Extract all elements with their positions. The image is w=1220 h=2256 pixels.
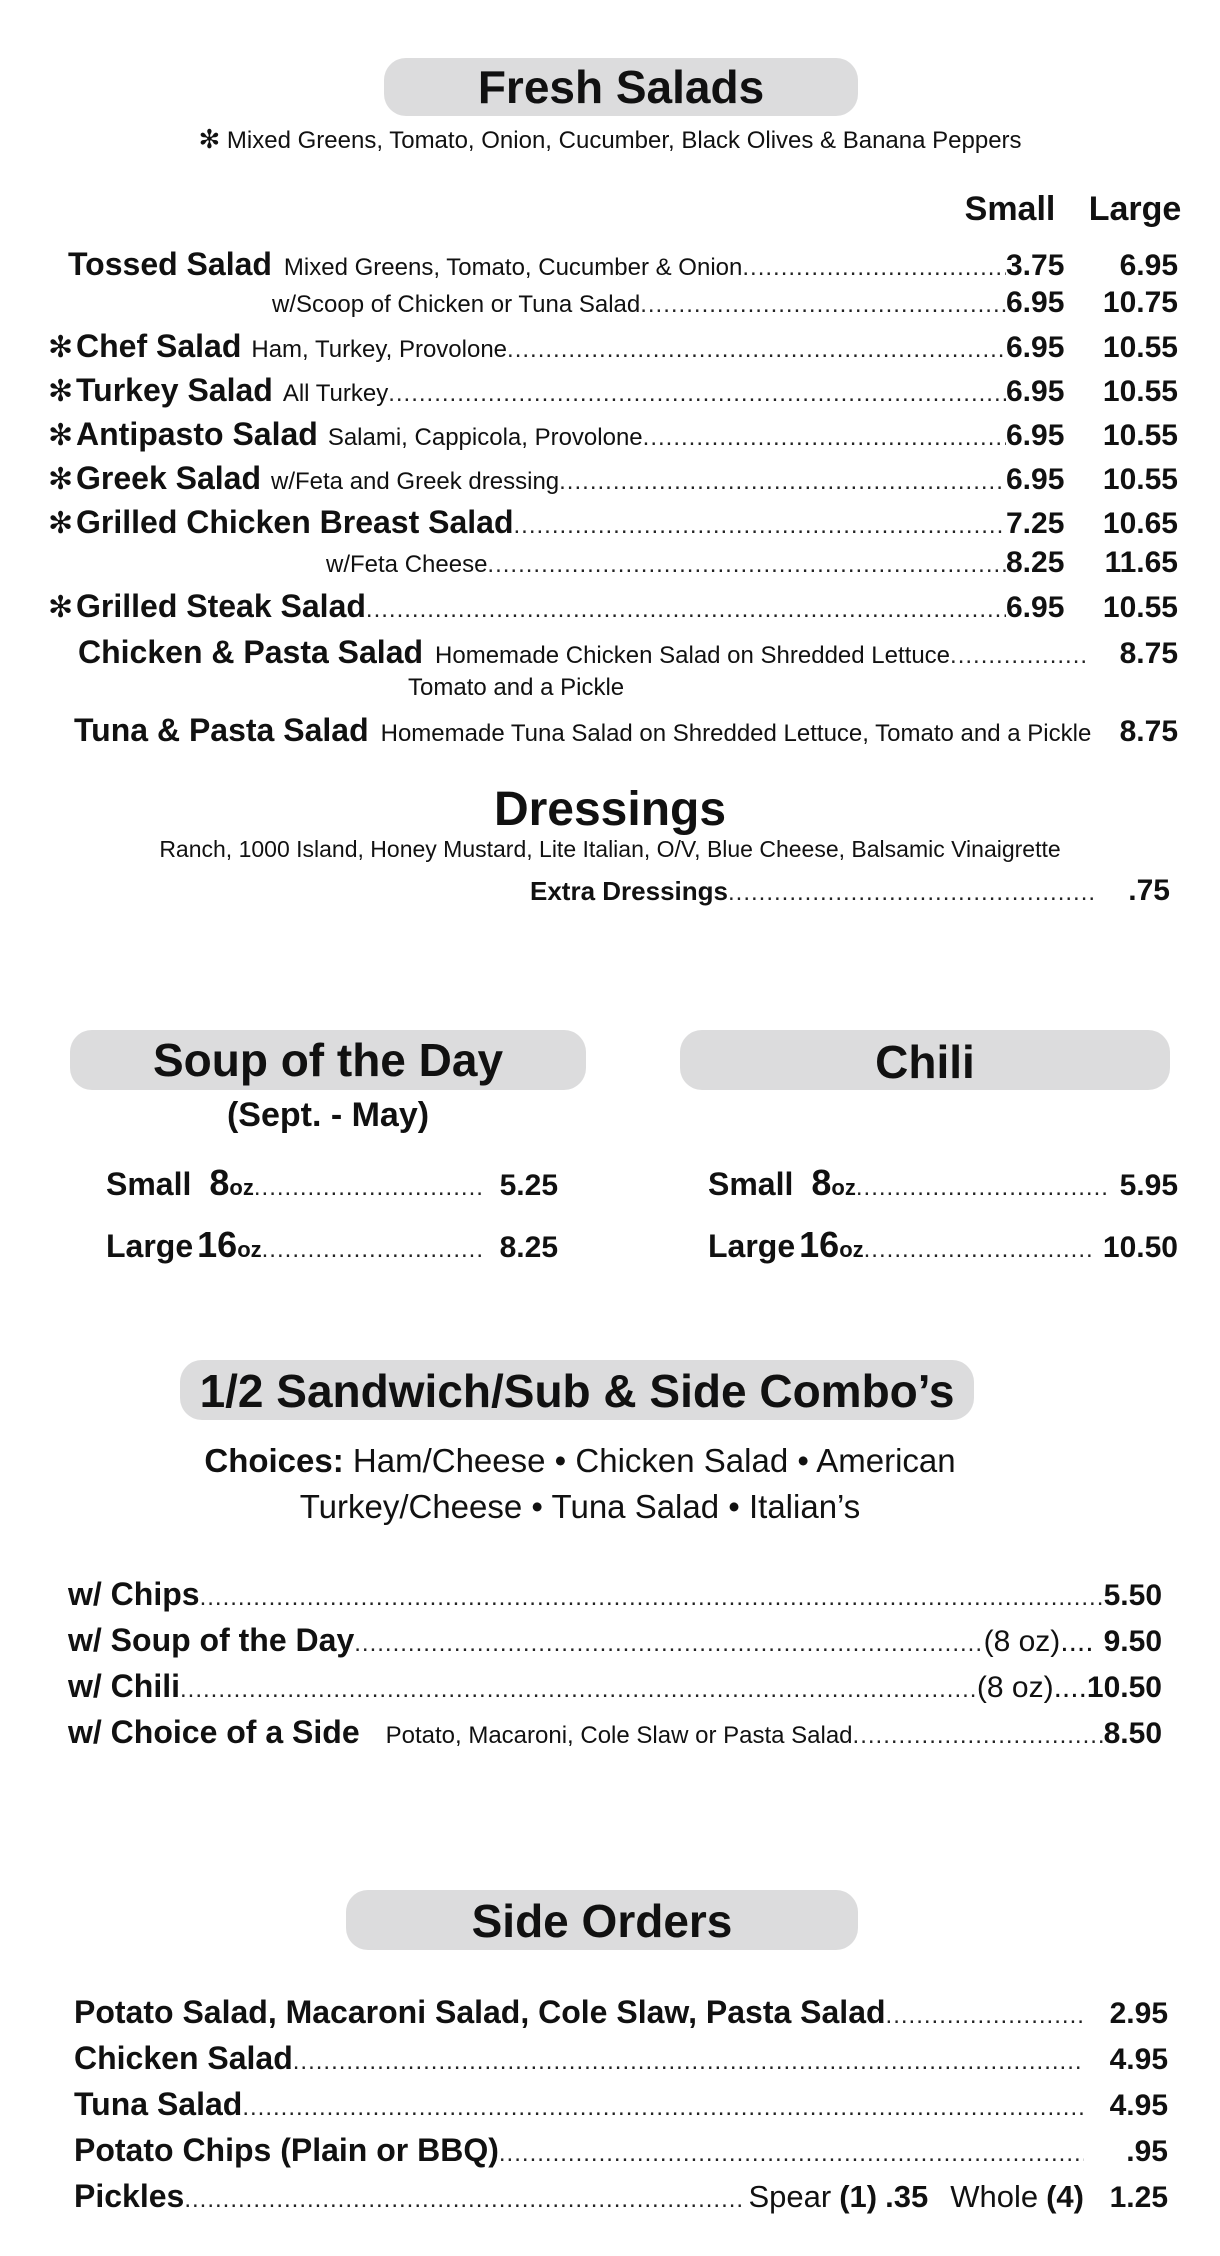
whole-qty: (4): [1046, 2179, 1084, 2214]
leader-dots: [853, 1722, 1104, 1750]
size-amount: 8oz: [811, 1162, 856, 1203]
soup-large-price: 8.25: [499, 1231, 558, 1264]
combo-price: 9.50: [1103, 1625, 1162, 1658]
leader-dots: [262, 1236, 486, 1264]
soup-header: [70, 1030, 586, 1090]
salad-desc: Homemade Chicken Salad on Shredded Lettuce: [435, 642, 951, 669]
leader-dots: [559, 468, 1006, 496]
side-name: Potato Salad, Macaroni Salad, Cole Slaw, Pasta Salad: [74, 1994, 886, 2030]
price-large: 10.55: [1102, 591, 1178, 624]
size-label: Large: [708, 1228, 796, 1264]
whole-price: 1.25: [1109, 2181, 1168, 2214]
price-small: 8.25: [1006, 546, 1065, 579]
size-amount: 16oz: [799, 1224, 864, 1265]
chili-header: [680, 1030, 1170, 1090]
chili-large-row: [708, 1224, 1178, 1266]
price-small: 6.95: [1006, 419, 1065, 452]
price-large: 10.75: [1102, 286, 1178, 319]
side-orders-header: [346, 1890, 858, 1950]
salad-desc: w/Feta and Greek dressing: [271, 468, 560, 495]
price-large: 8.75: [1119, 637, 1178, 670]
leader-dots: [864, 1236, 1093, 1264]
price-large: 10.55: [1102, 463, 1178, 496]
salads-note: [0, 124, 1220, 155]
combo-name: w/ Chips: [68, 1576, 200, 1612]
size-amount: 8oz: [209, 1162, 254, 1203]
leader-dots: [640, 291, 1006, 319]
asterisk-icon: ✻: [48, 375, 74, 408]
salad-name: Turkey Salad: [76, 372, 273, 408]
side-row: [74, 1994, 1168, 2031]
leader-dots: [180, 1676, 977, 1704]
asterisk-icon: ✻: [48, 331, 74, 364]
asterisk-icon: ✻: [48, 507, 74, 540]
leader-dots: [366, 596, 1006, 624]
leader-dots: [643, 424, 1006, 452]
price-large: 10.55: [1102, 419, 1178, 452]
soup-large-row: [106, 1224, 558, 1266]
leader-dots: [354, 1630, 983, 1658]
side-row: [74, 2132, 1168, 2169]
salad-desc: Homemade Tuna Salad on Shredded Lettuce, Tomato and a Pickle: [380, 720, 1092, 747]
price-small: 7.25: [1006, 507, 1065, 540]
leader-dots: [254, 1174, 486, 1202]
side-name: Tuna Salad: [74, 2086, 243, 2122]
salad-row: [48, 588, 1178, 625]
price-small: 6.95: [1006, 375, 1065, 408]
col-large-header: Large: [1088, 190, 1182, 228]
leader-dots: [242, 2094, 1084, 2122]
salad-name: Chef Salad: [76, 328, 242, 364]
salad-row: [48, 504, 1178, 541]
salad-row: [48, 328, 1178, 365]
salad-desc: Salami, Cappicola, Provolone: [327, 424, 643, 451]
leader-dots: [742, 254, 1006, 282]
salad-name: Grilled Steak Salad: [76, 588, 366, 624]
salad-row: [48, 416, 1178, 453]
salad-name: Greek Salad: [76, 460, 261, 496]
soup-small-price: 5.25: [499, 1169, 558, 1202]
salad-desc: Ham, Turkey, Provolone: [251, 336, 508, 363]
asterisk-icon: ✻: [48, 463, 74, 496]
combo-note: (8 oz)....: [976, 1671, 1087, 1704]
combo-row: [68, 1576, 1162, 1613]
size-label: Large: [106, 1228, 194, 1264]
asterisk-icon: ✻: [48, 591, 74, 624]
salad-desc: w/Scoop of Chicken or Tuna Salad: [272, 291, 641, 318]
soup-small-row: [106, 1162, 558, 1204]
side-name: Pickles: [74, 2178, 185, 2214]
dressings-list: Ranch, 1000 Island, Honey Mustard, Lite Italian, O/V, Blue Cheese, Balsamic Vinaigrette: [159, 836, 1061, 862]
asterisk-icon: ✻: [48, 419, 74, 452]
fresh-salads-title: Fresh Salads: [477, 61, 765, 113]
combo-price: 8.50: [1103, 1717, 1162, 1750]
combo-header: [180, 1360, 974, 1420]
salad-name: Grilled Chicken Breast Salad: [76, 504, 514, 540]
side-row: [74, 2040, 1168, 2077]
leader-dots: [200, 1584, 1104, 1612]
leader-dots: [499, 2140, 1084, 2168]
whole-label: Whole: [950, 2179, 1039, 2214]
combo-row: [68, 1622, 1162, 1659]
salad-row: [326, 546, 1178, 580]
side-name: Chicken Salad: [74, 2040, 293, 2076]
chicken-pasta-desc-2: Tomato and a Pickle: [408, 674, 625, 701]
soup-title: Soup of the Day: [152, 1034, 504, 1086]
leader-dots: [728, 879, 1098, 907]
side-price: 2.95: [1109, 1997, 1168, 2030]
price-large: 6.95: [1119, 249, 1178, 282]
extra-dressings-row: [530, 874, 1170, 908]
chili-small-row: [708, 1162, 1178, 1204]
salad-name: Chicken & Pasta Salad: [78, 634, 424, 670]
side-price: 4.95: [1109, 2089, 1168, 2122]
chili-title: Chili: [875, 1036, 975, 1088]
col-small-header: Small: [964, 190, 1056, 228]
chili-large-price: 10.50: [1102, 1231, 1178, 1264]
combo-price: 10.50: [1086, 1671, 1162, 1704]
price-small: 6.95: [1006, 331, 1065, 364]
leader-dots: [507, 336, 1006, 364]
combo-choices-line1: [0, 1442, 1190, 1480]
chicken-pasta-row: [78, 634, 1178, 671]
chili-small-price: 5.95: [1119, 1169, 1178, 1202]
spear-label: Spear: [748, 2179, 832, 2214]
pickles-row: [74, 2178, 1168, 2215]
leader-dots: [184, 2186, 744, 2214]
spear-qty: (1): [839, 2179, 878, 2214]
price-small: 6.95: [1006, 591, 1065, 624]
price-large: 11.65: [1104, 546, 1178, 579]
leader-dots: [293, 2048, 1084, 2076]
price-large: 8.75: [1119, 715, 1178, 748]
leader-dots: [886, 2002, 1084, 2030]
size-amount: 16oz: [197, 1224, 262, 1265]
salad-name: Antipasto Salad: [76, 416, 318, 452]
asterisk-icon: ✻: [198, 124, 221, 154]
combo-row: [68, 1714, 1162, 1751]
leader-dots: [487, 551, 1006, 579]
soup-subtitle: (Sept. - May): [226, 1096, 430, 1134]
tuna-pasta-row: [74, 712, 1178, 749]
salad-desc: w/Feta Cheese: [326, 551, 488, 578]
salad-name: Tuna & Pasta Salad: [74, 712, 369, 748]
combo-choices-line2: Turkey/Cheese • Tuna Salad • Italian’s: [299, 1488, 861, 1525]
combo-price: 5.50: [1103, 1579, 1162, 1612]
leader-dots: [856, 1174, 1106, 1202]
combo-desc: Potato, Macaroni, Cole Slaw or Pasta Salad: [385, 1722, 853, 1749]
side-price: 4.95: [1109, 2043, 1168, 2076]
combo-note: (8 oz)....: [983, 1625, 1094, 1658]
salad-row: [272, 286, 1178, 320]
combo-title: 1/2 Sandwich/Sub & Side Combo’s: [199, 1365, 955, 1417]
spear-price: .35: [885, 2179, 929, 2214]
price-large: 10.55: [1102, 375, 1178, 408]
salads-note-text: Mixed Greens, Tomato, Onion, Cucumber, Black Olives & Banana Peppers: [226, 127, 1022, 154]
side-price: .95: [1126, 2135, 1168, 2168]
leader-dots: [950, 642, 1088, 670]
salad-name: Tossed Salad: [68, 246, 272, 282]
side-name: Potato Chips (Plain or BBQ): [74, 2132, 499, 2168]
price-large: 10.55: [1102, 331, 1178, 364]
salad-row: [48, 372, 1178, 409]
size-label: Small: [708, 1166, 794, 1202]
extra-dressings-price: .75: [1128, 874, 1170, 907]
salad-row: [48, 460, 1178, 497]
salad-desc: Mixed Greens, Tomato, Cucumber & Onion: [283, 254, 743, 281]
side-row: [74, 2086, 1168, 2123]
combo-name: w/ Soup of the Day: [68, 1622, 355, 1658]
choices-text: Ham/Cheese • Chicken Salad • American: [352, 1442, 956, 1479]
combo-name: w/ Chili: [68, 1668, 180, 1704]
price-small: 6.95: [1006, 463, 1065, 496]
extra-dressings-label: Extra Dressings: [530, 876, 728, 906]
dressings-title: Dressings: [493, 783, 727, 836]
combo-row: [68, 1668, 1162, 1705]
choices-label: Choices:: [204, 1442, 344, 1479]
price-small: 6.95: [1006, 286, 1065, 319]
size-label: Small: [106, 1166, 192, 1202]
fresh-salads-header: [384, 58, 858, 116]
price-small: 3.75: [1006, 249, 1065, 282]
leader-dots: [514, 512, 1007, 540]
leader-dots: [388, 380, 1006, 408]
salad-row: [68, 246, 1178, 283]
side-orders-title: Side Orders: [471, 1895, 733, 1947]
price-large: 10.65: [1102, 507, 1178, 540]
combo-name: w/ Choice of a Side: [68, 1714, 360, 1750]
salad-desc: All Turkey: [282, 380, 389, 407]
